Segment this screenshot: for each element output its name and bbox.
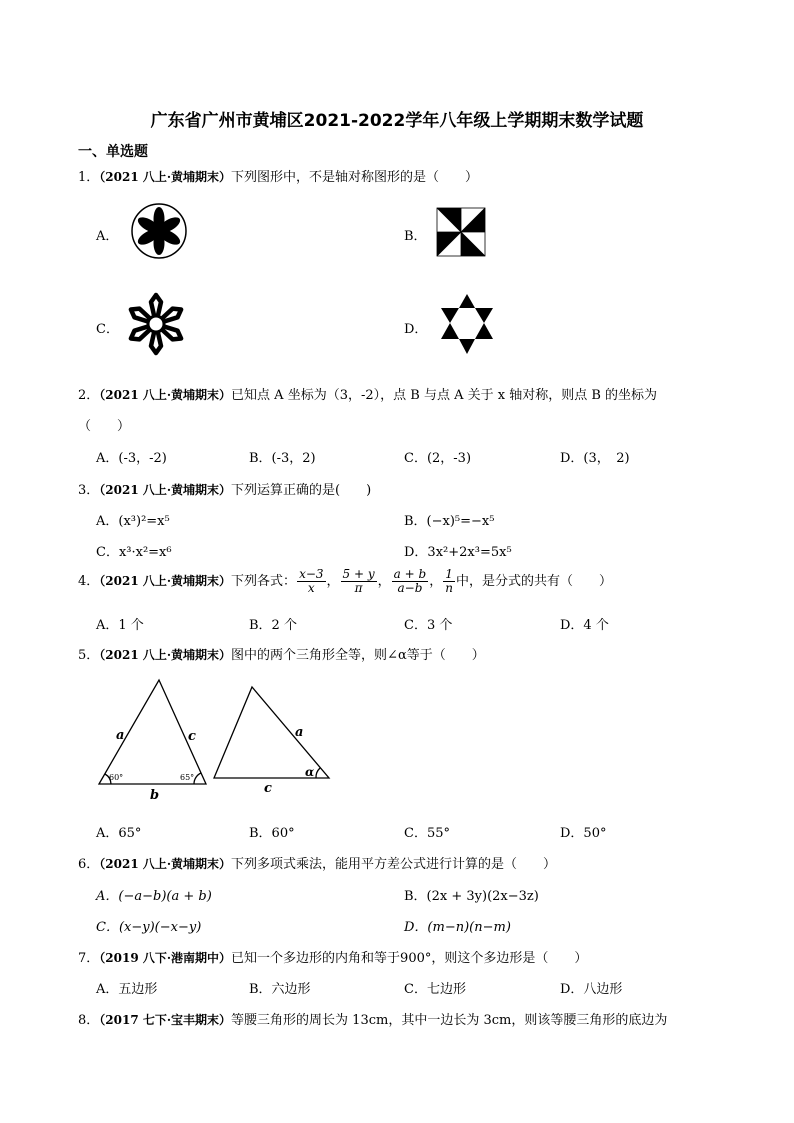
question-number: 8． [78, 1013, 100, 1028]
question-2 [78, 384, 657, 403]
option-a: A．1 个 [96, 618, 144, 633]
option-b: B．(2x + 3y)(2x−3z) [404, 889, 539, 904]
side-label: a [295, 725, 304, 740]
option-d: D．3x²+2x³=5x⁵ [404, 545, 512, 560]
side-label: b [150, 788, 160, 802]
fraction: $\frac{a + b}{a-b}$ [393, 567, 427, 595]
option-b: B．(−x)⁵=−x⁵ [404, 514, 495, 529]
question-text: 等腰三角形的周长为 13cm，其中一边长为 3cm，则该等腰三角形的底边为 [231, 1013, 668, 1028]
question-source: （2021 八上·黄埔期末） [99, 648, 232, 662]
question-number: 1． [78, 170, 100, 185]
angle-label: 60° [109, 773, 124, 782]
option-b: B．2 个 [249, 618, 297, 633]
question-number: 2． [78, 388, 100, 403]
side-label: c [264, 781, 272, 796]
option-c-label: C． [96, 322, 119, 337]
question-4: 4．（2021 八上·黄埔期末）下列各式： $\frac{x-3}{x}$ ， $\frac{5 + y}{\pi}$ ， $\frac{a + b}{a-b}$ ， $\frac{1}{n}$ 中，是分式的共有（ ） [78, 567, 612, 595]
option-c: C．x³·x²=x⁶ [96, 545, 172, 560]
option-b: B．60° [249, 826, 295, 841]
question-text-pre: 下列各式： [231, 574, 297, 589]
fraction: $\frac{5 + y}{\pi}$ [342, 567, 375, 595]
question-2-continuation: （ ） [78, 419, 131, 434]
question-text: 图中的两个三角形全等，则∠α等于（ ） [231, 648, 485, 663]
angle-label: 65° [180, 773, 195, 782]
question-source: （2021 八上·黄埔期末） [99, 483, 232, 497]
option-d: D．4 个 [560, 618, 609, 633]
question-number: 7． [78, 951, 100, 966]
question-text: 下列图形中，不是轴对称图形的是（ ） [231, 170, 479, 185]
question-source: （2017 七下·宝丰期末） [99, 1013, 232, 1027]
pinwheel-icon [436, 207, 486, 257]
question-text-post: 中，是分式的共有（ ） [455, 574, 612, 589]
option-d-label: D． [404, 322, 428, 337]
question-7 [78, 947, 587, 966]
question-number: 5． [78, 648, 100, 663]
option-c: C．55° [404, 826, 450, 841]
option-c: C．(2，-3) [404, 451, 472, 466]
option-c: C．七边形 [404, 982, 466, 997]
fraction: $\frac{x-3}{x}$ [299, 567, 324, 595]
flower-circle-icon [130, 202, 188, 260]
page-title: 广东省广州市黄埔区2021-2022学年八年级上学期期末数学试题 [150, 111, 644, 131]
option-a: A．(x³)²=x⁵ [96, 514, 170, 529]
option-b: B．六边形 [249, 982, 311, 997]
option-b-label: B． [404, 229, 427, 244]
question-6 [78, 853, 556, 872]
fraction: $\frac{1}{n}$ [445, 567, 453, 595]
question-source: （2021 八上·黄埔期末） [99, 388, 232, 402]
question-text: 下列运算正确的是( ) [231, 483, 372, 498]
option-a: A．(-3，-2) [96, 451, 167, 466]
question-number: 4． [78, 574, 100, 589]
question-text: 下列多项式乘法，能用平方差公式进行计算的是（ ） [231, 857, 557, 872]
question-3 [78, 479, 371, 498]
six-petal-flower-icon [124, 292, 188, 356]
question-source: （2019 八下·港南期中） [99, 951, 232, 965]
question-source: （2021 八上·黄埔期末） [99, 574, 232, 588]
option-a: A．65° [96, 826, 142, 841]
option-b: B．(-3，2) [249, 451, 316, 466]
question-source: （2021 八上·黄埔期末） [99, 857, 232, 871]
option-c: C．3 个 [404, 618, 453, 633]
option-d: D．八边形 [560, 982, 623, 997]
question-number: 6． [78, 857, 100, 872]
question-text: 已知一个多边形的内角和等于900°，则这个多边形是（ ） [231, 951, 588, 966]
star-of-david-icon [437, 292, 497, 358]
question-source: （2021 八上·黄埔期末） [99, 170, 232, 184]
option-c: C．(x−y)(−x−y) [96, 920, 202, 935]
option-d: D．50° [560, 826, 607, 841]
question-text: 已知点 A 坐标为（3，-2），点 B 与点 A 关于 x 轴对称，则点 B 的坐标为 [231, 388, 658, 403]
section-heading: 一、单选题 [78, 144, 148, 160]
option-d: D．(m−n)(n−m) [404, 920, 511, 935]
question-1 [78, 166, 478, 185]
option-a: A．五边形 [96, 982, 158, 997]
side-label: a [116, 728, 125, 743]
question-number: 3． [78, 483, 100, 498]
side-label: c [188, 729, 196, 744]
question-8 [78, 1009, 667, 1028]
option-d: D．(3， 2) [560, 451, 630, 466]
question-5 [78, 644, 485, 663]
option-a-label: A． [96, 229, 119, 244]
angle-label: α [305, 765, 315, 779]
option-a: A．(−a−b)(a + b) [96, 889, 212, 904]
congruent-triangles-figure [90, 672, 340, 802]
